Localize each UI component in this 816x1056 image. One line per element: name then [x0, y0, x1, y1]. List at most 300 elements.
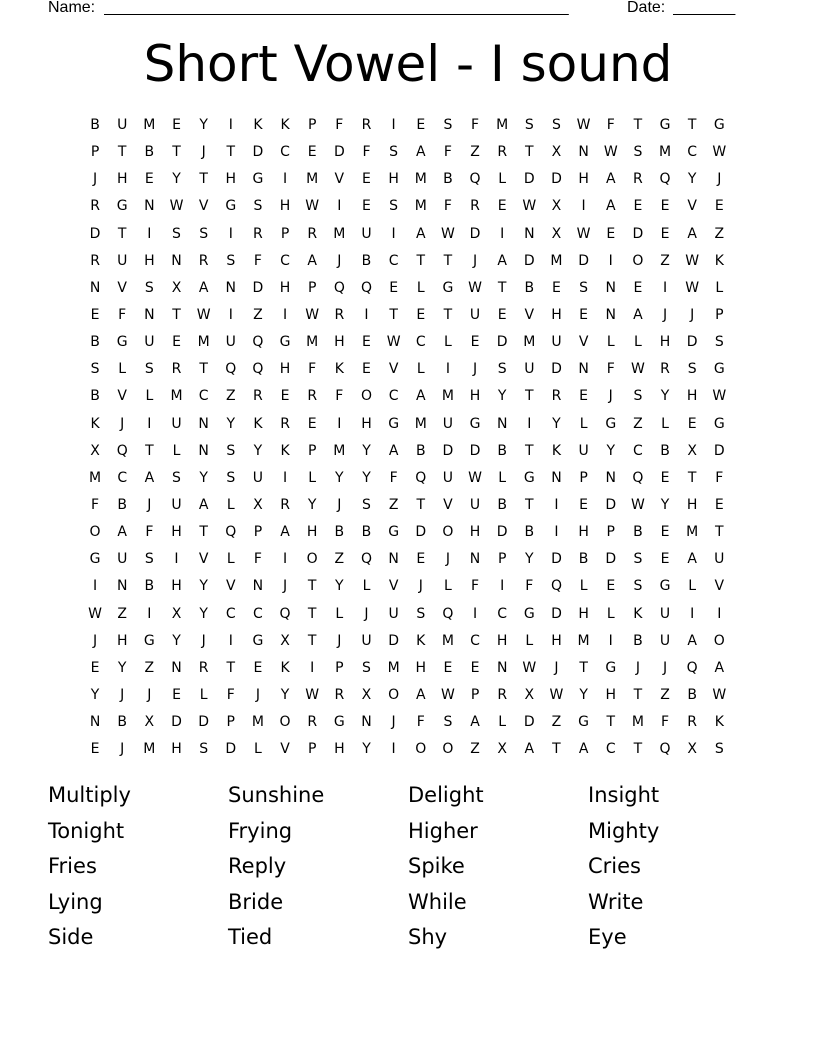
- grid-letter[interactable]: X: [144, 714, 156, 731]
- grid-letter[interactable]: C: [415, 334, 427, 351]
- grid-letter[interactable]: S: [633, 578, 644, 595]
- grid-letter[interactable]: P: [307, 442, 318, 459]
- grid-letter[interactable]: Z: [633, 415, 644, 432]
- grid-letter[interactable]: I: [337, 198, 343, 215]
- grid-letter[interactable]: B: [443, 171, 454, 188]
- grid-letter[interactable]: Q: [686, 659, 699, 676]
- grid-letter[interactable]: T: [525, 144, 535, 161]
- grid-letter[interactable]: S: [687, 361, 698, 378]
- grid-letter[interactable]: E: [714, 198, 725, 215]
- grid-letter[interactable]: M: [333, 442, 347, 459]
- grid-letter[interactable]: P: [307, 279, 318, 296]
- grid-letter[interactable]: R: [307, 388, 319, 405]
- grid-letter[interactable]: V: [388, 361, 400, 378]
- grid-letter[interactable]: R: [470, 198, 481, 215]
- grid-letter[interactable]: Y: [335, 578, 345, 595]
- grid-letter[interactable]: A: [198, 496, 210, 513]
- grid-letter[interactable]: X: [551, 198, 563, 215]
- grid-letter[interactable]: C: [280, 252, 291, 269]
- grid-letter[interactable]: Q: [442, 605, 455, 622]
- grid-letter[interactable]: A: [687, 225, 698, 242]
- grid-letter[interactable]: I: [147, 415, 153, 432]
- grid-letter[interactable]: O: [388, 686, 401, 703]
- grid-letter[interactable]: Q: [360, 279, 373, 296]
- grid-letter[interactable]: X: [551, 144, 563, 161]
- grid-letter[interactable]: S: [579, 279, 590, 296]
- grid-letter[interactable]: D: [605, 551, 618, 568]
- grid-letter[interactable]: H: [225, 171, 238, 188]
- grid-letter[interactable]: C: [280, 144, 291, 161]
- grid-letter[interactable]: W: [196, 306, 212, 323]
- grid-letter[interactable]: E: [416, 306, 427, 323]
- grid-letter[interactable]: H: [686, 388, 699, 405]
- grid-letter[interactable]: S: [497, 361, 508, 378]
- grid-letter[interactable]: T: [497, 279, 508, 296]
- grid-letter[interactable]: E: [660, 524, 671, 541]
- grid-letter[interactable]: I: [690, 605, 696, 622]
- grid-letter[interactable]: R: [633, 171, 644, 188]
- grid-letter[interactable]: J: [120, 686, 126, 703]
- grid-letter[interactable]: L: [145, 388, 155, 405]
- grid-letter[interactable]: J: [337, 252, 343, 269]
- grid-letter[interactable]: P: [715, 306, 725, 323]
- grid-letter[interactable]: P: [307, 741, 318, 758]
- grid-letter[interactable]: T: [226, 144, 237, 161]
- grid-letter[interactable]: U: [225, 334, 237, 351]
- grid-letter[interactable]: A: [633, 306, 644, 323]
- grid-letter[interactable]: I: [608, 252, 614, 269]
- grid-letter[interactable]: U: [578, 442, 590, 459]
- grid-letter[interactable]: V: [578, 334, 590, 351]
- grid-letter[interactable]: B: [524, 524, 536, 541]
- grid-letter[interactable]: B: [144, 578, 156, 595]
- grid-letter[interactable]: A: [415, 225, 427, 242]
- grid-letter[interactable]: R: [497, 144, 509, 161]
- grid-letter[interactable]: J: [147, 496, 153, 513]
- grid-letter[interactable]: W: [305, 306, 321, 323]
- grid-letter[interactable]: H: [415, 659, 428, 676]
- grid-letter[interactable]: U: [361, 225, 373, 242]
- grid-letter[interactable]: Z: [388, 496, 400, 513]
- grid-letter[interactable]: R: [660, 361, 671, 378]
- grid-letter[interactable]: K: [280, 117, 291, 133]
- grid-letter[interactable]: C: [388, 388, 400, 405]
- grid-letter[interactable]: C: [605, 741, 617, 758]
- grid-letter[interactable]: T: [443, 306, 454, 323]
- grid-letter[interactable]: B: [361, 524, 373, 541]
- grid-letter[interactable]: R: [253, 388, 264, 405]
- grid-letter[interactable]: U: [117, 252, 129, 269]
- grid-letter[interactable]: T: [525, 496, 535, 513]
- grid-letter[interactable]: Q: [116, 442, 129, 459]
- grid-letter[interactable]: P: [307, 117, 318, 133]
- grid-letter[interactable]: M: [170, 388, 184, 405]
- grid-letter[interactable]: E: [253, 659, 264, 676]
- grid-letter[interactable]: I: [228, 117, 234, 133]
- grid-letter[interactable]: N: [144, 306, 156, 323]
- grid-letter[interactable]: G: [469, 415, 482, 432]
- grid-letter[interactable]: T: [416, 496, 427, 513]
- grid-letter[interactable]: H: [279, 361, 292, 378]
- grid-letter[interactable]: D: [523, 714, 536, 731]
- grid-letter[interactable]: X: [687, 741, 698, 758]
- grid-letter[interactable]: Q: [659, 741, 672, 758]
- grid-letter[interactable]: H: [578, 605, 590, 622]
- grid-letter[interactable]: S: [172, 469, 182, 486]
- grid-letter[interactable]: A: [144, 469, 156, 486]
- grid-letter[interactable]: L: [118, 361, 128, 378]
- grid-letter[interactable]: E: [606, 225, 617, 242]
- grid-letter[interactable]: L: [226, 496, 236, 513]
- grid-letter[interactable]: N: [171, 252, 183, 269]
- grid-letter[interactable]: E: [579, 388, 590, 405]
- grid-letter[interactable]: Y: [199, 578, 209, 595]
- grid-letter[interactable]: F: [308, 361, 318, 378]
- grid-letter[interactable]: A: [415, 144, 427, 161]
- grid-letter[interactable]: T: [389, 306, 399, 323]
- grid-letter[interactable]: J: [120, 741, 126, 758]
- grid-letter[interactable]: R: [90, 252, 101, 269]
- grid-letter[interactable]: G: [252, 171, 265, 188]
- grid-letter[interactable]: U: [524, 361, 536, 378]
- grid-letter[interactable]: K: [416, 632, 427, 649]
- grid-letter[interactable]: I: [337, 415, 343, 432]
- grid-letter[interactable]: S: [253, 198, 264, 215]
- grid-letter[interactable]: M: [387, 659, 401, 676]
- grid-letter[interactable]: T: [687, 117, 698, 133]
- grid-letter[interactable]: I: [391, 741, 397, 758]
- grid-letter[interactable]: R: [253, 225, 264, 242]
- grid-letter[interactable]: E: [362, 361, 372, 378]
- grid-letter[interactable]: J: [93, 171, 99, 188]
- grid-letter[interactable]: J: [635, 659, 641, 676]
- grid-letter[interactable]: S: [144, 361, 155, 378]
- grid-letter[interactable]: K: [280, 659, 291, 676]
- grid-letter[interactable]: Y: [172, 632, 182, 649]
- grid-letter[interactable]: M: [414, 415, 428, 432]
- grid-letter[interactable]: L: [606, 334, 616, 351]
- grid-letter[interactable]: T: [117, 144, 128, 161]
- grid-letter[interactable]: S: [443, 714, 454, 731]
- grid-letter[interactable]: M: [414, 198, 428, 215]
- grid-letter[interactable]: L: [688, 578, 698, 595]
- grid-letter[interactable]: A: [578, 741, 590, 758]
- grid-letter[interactable]: L: [308, 469, 318, 486]
- grid-letter[interactable]: M: [686, 524, 700, 541]
- grid-letter[interactable]: V: [225, 578, 237, 595]
- grid-letter[interactable]: G: [225, 198, 238, 215]
- grid-letter[interactable]: Y: [552, 415, 562, 432]
- grid-letter[interactable]: E: [90, 306, 101, 323]
- grid-letter[interactable]: I: [391, 117, 397, 133]
- grid-letter[interactable]: T: [145, 442, 155, 459]
- grid-letter[interactable]: U: [388, 605, 400, 622]
- grid-letter[interactable]: E: [389, 279, 400, 296]
- grid-letter[interactable]: Y: [335, 469, 345, 486]
- grid-letter[interactable]: S: [362, 659, 372, 676]
- grid-letter[interactable]: J: [662, 306, 669, 323]
- grid-letter[interactable]: E: [362, 334, 372, 351]
- grid-letter[interactable]: I: [282, 306, 289, 323]
- grid-letter[interactable]: G: [605, 659, 618, 676]
- grid-letter[interactable]: W: [712, 144, 728, 161]
- grid-letter[interactable]: B: [334, 524, 346, 541]
- grid-letter[interactable]: R: [551, 388, 563, 405]
- grid-letter[interactable]: D: [252, 144, 265, 161]
- grid-letter[interactable]: E: [362, 171, 372, 188]
- grid-letter[interactable]: S: [226, 252, 237, 269]
- grid-letter[interactable]: C: [253, 605, 264, 622]
- grid-letter[interactable]: L: [498, 469, 508, 486]
- grid-letter[interactable]: P: [470, 686, 481, 703]
- grid-letter[interactable]: M: [197, 334, 211, 351]
- grid-letter[interactable]: T: [579, 659, 589, 676]
- grid-letter[interactable]: P: [90, 144, 101, 161]
- grid-letter[interactable]: J: [120, 415, 126, 432]
- grid-letter[interactable]: S: [714, 334, 725, 351]
- grid-letter[interactable]: W: [305, 198, 321, 215]
- grid-letter[interactable]: S: [362, 496, 372, 513]
- grid-letter[interactable]: P: [280, 225, 291, 242]
- grid-letter[interactable]: B: [90, 117, 101, 133]
- grid-letter[interactable]: A: [307, 252, 318, 269]
- grid-letter[interactable]: J: [662, 659, 669, 676]
- grid-letter[interactable]: Y: [199, 605, 209, 622]
- grid-letter[interactable]: U: [442, 415, 455, 432]
- grid-letter[interactable]: D: [388, 632, 400, 649]
- grid-letter[interactable]: J: [93, 632, 99, 649]
- grid-letter[interactable]: Y: [362, 741, 372, 758]
- grid-letter[interactable]: I: [282, 551, 289, 568]
- grid-letter[interactable]: Y: [497, 388, 508, 405]
- grid-letter[interactable]: U: [469, 496, 482, 513]
- grid-letter[interactable]: R: [307, 225, 319, 242]
- grid-letter[interactable]: Y: [606, 442, 617, 459]
- grid-letter[interactable]: F: [335, 117, 345, 133]
- grid-letter[interactable]: Z: [334, 551, 346, 568]
- grid-letter[interactable]: F: [226, 686, 236, 703]
- grid-letter[interactable]: U: [659, 632, 672, 649]
- grid-letter[interactable]: I: [717, 605, 723, 622]
- grid-letter[interactable]: Z: [470, 741, 481, 758]
- grid-letter[interactable]: I: [500, 225, 506, 242]
- grid-letter[interactable]: S: [90, 361, 101, 378]
- grid-letter[interactable]: W: [440, 686, 456, 703]
- grid-letter[interactable]: K: [280, 442, 291, 459]
- grid-letter[interactable]: B: [361, 252, 373, 269]
- grid-letter[interactable]: A: [117, 524, 128, 541]
- grid-letter[interactable]: Z: [225, 388, 237, 405]
- grid-letter[interactable]: T: [633, 117, 644, 133]
- grid-letter[interactable]: C: [497, 605, 509, 622]
- grid-letter[interactable]: T: [552, 741, 562, 758]
- grid-letter[interactable]: J: [418, 578, 424, 595]
- grid-letter[interactable]: W: [468, 469, 483, 486]
- grid-letter[interactable]: N: [578, 144, 590, 161]
- grid-letter[interactable]: G: [388, 415, 401, 432]
- grid-letter[interactable]: N: [252, 578, 265, 595]
- grid-letter[interactable]: E: [633, 198, 644, 215]
- grid-letter[interactable]: I: [554, 524, 560, 541]
- grid-letter[interactable]: L: [606, 605, 616, 622]
- grid-letter[interactable]: M: [441, 388, 455, 405]
- grid-letter[interactable]: Y: [199, 469, 209, 486]
- grid-letter[interactable]: C: [117, 469, 129, 486]
- grid-letter[interactable]: J: [717, 171, 723, 188]
- grid-letter[interactable]: O: [415, 741, 428, 758]
- grid-letter[interactable]: M: [306, 171, 320, 188]
- grid-letter[interactable]: A: [280, 524, 291, 541]
- grid-letter[interactable]: Y: [172, 171, 182, 188]
- grid-letter[interactable]: X: [253, 496, 264, 513]
- grid-letter[interactable]: Z: [117, 605, 128, 622]
- grid-letter[interactable]: P: [226, 714, 236, 731]
- grid-letter[interactable]: V: [714, 578, 726, 595]
- grid-letter[interactable]: W: [169, 198, 185, 215]
- grid-letter[interactable]: E: [307, 415, 318, 432]
- grid-letter[interactable]: K: [714, 714, 725, 731]
- grid-letter[interactable]: I: [364, 306, 370, 323]
- grid-letter[interactable]: J: [472, 361, 479, 378]
- grid-letter[interactable]: W: [630, 496, 646, 513]
- grid-letter[interactable]: U: [714, 551, 726, 568]
- grid-letter[interactable]: I: [228, 306, 234, 323]
- grid-letter[interactable]: E: [579, 496, 590, 513]
- grid-letter[interactable]: A: [388, 442, 400, 459]
- grid-letter[interactable]: Q: [632, 469, 645, 486]
- grid-letter[interactable]: Q: [333, 279, 346, 296]
- grid-letter[interactable]: Z: [714, 225, 726, 242]
- grid-letter[interactable]: F: [253, 252, 263, 269]
- grid-letter[interactable]: I: [445, 361, 451, 378]
- grid-letter[interactable]: B: [633, 632, 644, 649]
- grid-letter[interactable]: T: [117, 225, 128, 242]
- grid-letter[interactable]: D: [632, 225, 645, 242]
- grid-letter[interactable]: S: [714, 741, 725, 758]
- grid-letter[interactable]: R: [687, 714, 699, 731]
- grid-letter[interactable]: F: [362, 144, 372, 161]
- grid-letter[interactable]: B: [633, 524, 644, 541]
- grid-letter[interactable]: U: [117, 551, 129, 568]
- grid-letter[interactable]: S: [389, 198, 400, 215]
- grid-letter[interactable]: J: [201, 144, 207, 161]
- grid-letter[interactable]: C: [632, 442, 644, 459]
- grid-letter[interactable]: R: [198, 252, 210, 269]
- grid-letter[interactable]: H: [578, 171, 590, 188]
- grid-letter[interactable]: D: [523, 252, 536, 269]
- date-field-line[interactable]: _______: [673, 0, 736, 16]
- grid-letter[interactable]: S: [633, 144, 644, 161]
- grid-letter[interactable]: W: [386, 334, 402, 351]
- grid-letter[interactable]: M: [143, 117, 157, 133]
- grid-letter[interactable]: H: [388, 171, 400, 188]
- grid-letter[interactable]: W: [88, 605, 103, 622]
- grid-letter[interactable]: H: [551, 632, 563, 649]
- grid-letter[interactable]: R: [198, 659, 210, 676]
- grid-letter[interactable]: N: [605, 469, 617, 486]
- grid-letter[interactable]: X: [687, 442, 698, 459]
- grid-letter[interactable]: M: [496, 117, 510, 133]
- grid-letter[interactable]: D: [496, 524, 509, 541]
- grid-letter[interactable]: X: [171, 279, 183, 296]
- grid-letter[interactable]: T: [199, 524, 209, 541]
- grid-letter[interactable]: S: [172, 225, 182, 242]
- grid-letter[interactable]: N: [496, 659, 509, 676]
- grid-letter[interactable]: Y: [90, 686, 101, 703]
- grid-letter[interactable]: C: [198, 388, 210, 405]
- grid-letter[interactable]: A: [605, 171, 617, 188]
- grid-letter[interactable]: E: [416, 117, 427, 133]
- grid-letter[interactable]: Q: [550, 578, 563, 595]
- grid-letter[interactable]: E: [660, 198, 671, 215]
- grid-letter[interactable]: B: [117, 496, 129, 513]
- grid-letter[interactable]: N: [225, 279, 238, 296]
- grid-letter[interactable]: R: [334, 306, 346, 323]
- grid-letter[interactable]: Q: [469, 171, 482, 188]
- grid-letter[interactable]: O: [442, 524, 455, 541]
- grid-letter[interactable]: V: [198, 551, 210, 568]
- grid-letter[interactable]: E: [552, 279, 562, 296]
- grid-letter[interactable]: V: [198, 198, 210, 215]
- grid-letter[interactable]: A: [497, 252, 508, 269]
- grid-letter[interactable]: B: [144, 144, 156, 161]
- grid-letter[interactable]: F: [253, 551, 263, 568]
- grid-letter[interactable]: Z: [144, 659, 156, 676]
- grid-letter[interactable]: D: [469, 442, 482, 459]
- grid-letter[interactable]: M: [306, 334, 320, 351]
- grid-letter[interactable]: J: [201, 632, 207, 649]
- grid-letter[interactable]: X: [497, 741, 508, 758]
- grid-letter[interactable]: Q: [659, 171, 672, 188]
- grid-letter[interactable]: D: [523, 171, 536, 188]
- grid-letter[interactable]: Q: [360, 551, 373, 568]
- grid-letter[interactable]: R: [497, 686, 509, 703]
- grid-letter[interactable]: G: [523, 469, 536, 486]
- grid-letter[interactable]: S: [552, 117, 562, 133]
- grid-letter[interactable]: Y: [362, 469, 372, 486]
- grid-letter[interactable]: A: [524, 741, 536, 758]
- grid-letter[interactable]: N: [361, 714, 373, 731]
- grid-letter[interactable]: L: [199, 686, 209, 703]
- grid-letter[interactable]: T: [606, 714, 617, 731]
- grid-letter[interactable]: T: [172, 306, 182, 323]
- grid-letter[interactable]: I: [554, 496, 560, 513]
- grid-letter[interactable]: Y: [362, 442, 372, 459]
- grid-letter[interactable]: L: [416, 361, 426, 378]
- grid-letter[interactable]: F: [660, 714, 671, 731]
- grid-letter[interactable]: R: [280, 496, 291, 513]
- grid-letter[interactable]: D: [551, 361, 563, 378]
- grid-letter[interactable]: D: [551, 171, 563, 188]
- grid-letter[interactable]: H: [171, 578, 183, 595]
- grid-letter[interactable]: M: [631, 714, 645, 731]
- grid-letter[interactable]: T: [715, 524, 725, 541]
- grid-letter[interactable]: L: [172, 442, 182, 459]
- grid-letter[interactable]: H: [279, 198, 292, 215]
- grid-letter[interactable]: W: [603, 144, 619, 161]
- grid-letter[interactable]: G: [713, 361, 726, 378]
- grid-letter[interactable]: L: [416, 279, 426, 296]
- grid-letter[interactable]: N: [551, 469, 563, 486]
- grid-letter[interactable]: O: [632, 252, 645, 269]
- grid-letter[interactable]: G: [143, 632, 156, 649]
- grid-letter[interactable]: G: [659, 117, 672, 133]
- grid-letter[interactable]: L: [362, 578, 372, 595]
- grid-letter[interactable]: R: [334, 686, 346, 703]
- grid-letter[interactable]: I: [93, 578, 99, 595]
- grid-letter[interactable]: O: [360, 388, 373, 405]
- grid-letter[interactable]: I: [147, 605, 153, 622]
